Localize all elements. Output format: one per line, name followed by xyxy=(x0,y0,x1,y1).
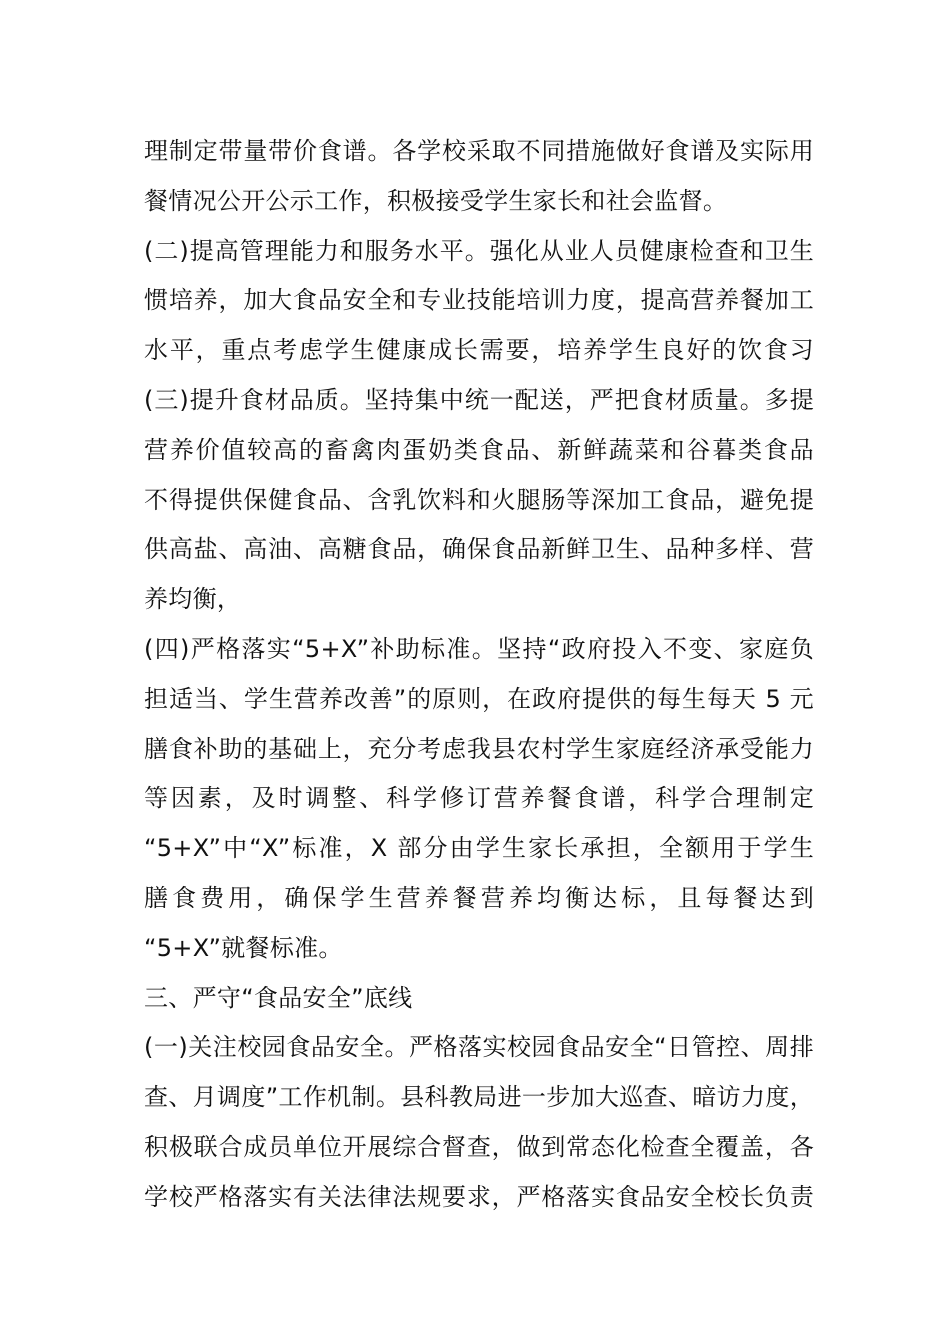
text-line: 不得提供保健食品、含乳饮料和火腿肠等深加工食品，避免提 xyxy=(144,485,814,514)
text-line: (一)关注校园食品安全。严格落实校园食品安全“日管控、周排 xyxy=(144,1033,814,1062)
text-line: 餐情况公开公示工作，积极接受学生家长和社会监督。 xyxy=(144,186,728,215)
text-line: 膳食费用，确保学生营养餐营养均衡达标，且每餐达到 xyxy=(144,883,814,912)
text-line: 膳食补助的基础上，充分考虑我县农村学生家庭经济承受能力 xyxy=(144,734,814,763)
text-line: 等因素，及时调整、科学修订营养餐食谱，科学合理制定 xyxy=(144,784,814,813)
text-line: (四)严格落实“5+X”补助标准。坚持“政府投入不变、家庭负 xyxy=(144,634,814,663)
text-line: (三)提升食材品质。坚持集中统一配送，严把食材质量。多提 xyxy=(144,385,814,414)
text-line: 学校严格落实有关法律法规要求，严格落实食品安全校长负责 xyxy=(144,1182,814,1211)
text-line: “5+X”中“X”标准，X 部分由学生家长承担，全额用于学生 xyxy=(144,834,814,863)
text-line: 供高盐、高油、高糖食品，确保食品新鲜卫生、品种多样、营 xyxy=(144,535,814,564)
text-line: 查、月调度”工作机制。县科教局进一步加大巡查、暗访力度， xyxy=(144,1083,814,1112)
text-line: (二)提高管理能力和服务水平。强化从业人员健康检查和卫生 xyxy=(144,236,814,265)
text-line: “5+X”就餐标准。 xyxy=(144,933,343,962)
text-line: 担适当、学生营养改善”的原则，在政府提供的每生每天 5 元 xyxy=(144,684,814,713)
text-line: 养均衡， xyxy=(144,585,242,614)
text-line: 理制定带量带价食谱。各学校采取不同措施做好食谱及实际用 xyxy=(144,137,814,165)
text-line: 积极联合成员单位开展综合督查，做到常态化检查全覆盖，各 xyxy=(144,1132,814,1161)
section-heading: 三、严守“食品安全”底线 xyxy=(144,983,413,1012)
text-line: 惯培养，加大食品安全和专业技能培训力度，提高营养餐加工 xyxy=(144,286,814,315)
text-line: 水平，重点考虑学生健康成长需要，培养学生良好的饮食习 xyxy=(144,336,814,365)
text-line: 营养价值较高的畜禽肉蛋奶类食品、新鲜蔬菜和谷暮类食品 xyxy=(144,435,814,464)
document-body xyxy=(144,127,814,1223)
